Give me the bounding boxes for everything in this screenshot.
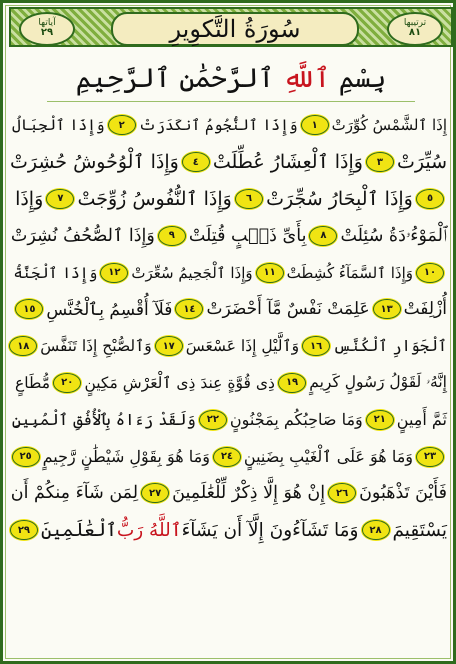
ayah-number-marker: ١٦ bbox=[302, 336, 330, 356]
verse-text-fragment: وَإِذَا ٱلْبِحَارُ سُجِّرَتْ bbox=[266, 187, 413, 210]
ayah-number-marker: ٢٣ bbox=[416, 447, 444, 467]
verse-text-fragment: فَأَيْنَ تَذْهَبُونَ bbox=[359, 483, 447, 504]
verse-text-fragment: وَإِذَا ٱلنُّفُوسُ زُوِّجَتْ bbox=[77, 187, 232, 210]
basmala-part-1: بِسْمِ bbox=[330, 62, 387, 94]
verse-line bbox=[9, 328, 453, 365]
ayah-number-marker: ١٧ bbox=[155, 336, 183, 356]
surah-order-label: ترتيبها bbox=[403, 18, 427, 29]
ayah-number-marker: ٩ bbox=[158, 226, 186, 246]
ayah-count-value: ٢٩ bbox=[40, 27, 54, 39]
verse-text-fragment: ٱلْعَٰلَمِينَ bbox=[40, 519, 117, 541]
verse-text-fragment: أُزْلِفَتْ bbox=[403, 299, 447, 320]
verse-text-fragment: وَإِذَا ٱلْوُحُوشُ حُشِرَتْ bbox=[9, 151, 179, 174]
ayah-number-marker: ٢٠ bbox=[53, 373, 81, 393]
ayah-number-marker: ٢٥ bbox=[12, 447, 40, 467]
verse-text-fragment: يَسْتَقِيمَ bbox=[392, 519, 447, 541]
ayah-number-marker: ١٨ bbox=[9, 336, 37, 356]
verse-text-fragment: وَٱلصُّبْحِ إِذَا تَنَفَّسَ bbox=[40, 337, 152, 356]
basmala-divider bbox=[47, 101, 415, 102]
verse-text-fragment: سُيِّرَتْ bbox=[396, 151, 447, 174]
verse-line bbox=[9, 291, 453, 328]
verse-text-fragment: وَمَا تَشَآءُونَ إِلَّآ أَن يَشَآءَ bbox=[181, 519, 359, 541]
verse-text-fragment: ثَمَّ أَمِينٍ bbox=[396, 410, 447, 430]
verse-text-fragment: بِأَىِّ ذَنۢبٍ قُتِلَتْ bbox=[188, 225, 307, 246]
verse-text-fragment: إِنَّهُۥ لَقَوْلُ رَسُولٍ كَرِيمٍ bbox=[309, 373, 447, 392]
basmala-part-2: ٱلرَّحْمَٰنِ ٱلرَّحِيمِ bbox=[75, 62, 283, 94]
verse-text-fragment: إِذَا ٱلشَّمْسُ كُوِّرَتْ bbox=[331, 116, 447, 135]
verse-text-fragment: وَإِذَا ٱلْجَحِيمُ سُعِّرَتْ bbox=[131, 263, 253, 282]
surah-order-value: ٨١ bbox=[408, 27, 422, 39]
ayah-number-marker: ٢٢ bbox=[199, 410, 227, 430]
verse-text-fragment: مُّطَاعٍ bbox=[15, 373, 51, 392]
verse-line bbox=[9, 144, 453, 181]
ayah-number-marker: ١٤ bbox=[175, 299, 203, 319]
verse-text-fragment: وَإِذَا bbox=[15, 187, 44, 210]
ayah-number-marker: ١ bbox=[301, 115, 329, 135]
basmala bbox=[43, 55, 419, 101]
verse-line bbox=[9, 512, 453, 549]
verse-text-fragment: وَإِذَا ٱلسَّمَآءُ كُشِطَتْ bbox=[286, 263, 413, 282]
verse-text-fragment: وَلَقَدْ رَءَاهُ بِٱلْأُفُقِ ٱلْمُبِينِ bbox=[11, 410, 196, 430]
verse-text-fragment: إِنْ هُوَ إِلَّا ذِكْرٌ لِّلْعَٰلَمِينَ bbox=[172, 483, 326, 504]
ayah-number-marker: ٢٩ bbox=[10, 520, 38, 540]
verse-text-fragment: وَمَا هُوَ عَلَى ٱلْغَيْبِ بِضَنِينٍ bbox=[243, 447, 413, 467]
ayah-number-marker: ١٥ bbox=[15, 299, 43, 319]
verse-line bbox=[9, 217, 453, 254]
verse-text-fragment: ٱلْمَوْءُۥدَةُ سُئِلَتْ bbox=[340, 225, 447, 246]
verse-text-fragment: وَإِذَا ٱلْعِشَارُ عُطِّلَتْ bbox=[212, 151, 363, 174]
ayah-number-marker: ١٠ bbox=[416, 263, 444, 283]
surah-title-box bbox=[111, 12, 359, 46]
basmala-allah: ٱللَّهِ bbox=[282, 62, 331, 94]
ayah-number-marker: ١٢ bbox=[100, 263, 128, 283]
ayah-number-marker: ٦ bbox=[235, 189, 263, 209]
verse-text-fragment: ٱلْجَوَارِ ٱلْكُنَّسِ bbox=[333, 337, 447, 356]
ayah-number-marker: ١٣ bbox=[373, 299, 401, 319]
verse-text-fragment: فَلَآ أُقْسِمُ بِٱلْخُنَّسِ bbox=[46, 299, 173, 320]
ayah-number-marker: ٨ bbox=[309, 226, 337, 246]
verse-text-fragment: وَمَا هُوَ بِقَوْلِ شَيْطَٰنٍ رَّجِيمٍ bbox=[42, 447, 210, 467]
ayah-number-marker: ٢١ bbox=[366, 410, 394, 430]
ayah-number-marker: ٣ bbox=[366, 152, 394, 172]
verse-line bbox=[9, 475, 453, 512]
verse-line bbox=[9, 107, 453, 144]
verse-line bbox=[9, 365, 453, 402]
ayah-number-marker: ٥ bbox=[416, 189, 444, 209]
verse-text-fragment: وَإِذَا ٱلنُّجُومُ ٱنكَدَرَتْ bbox=[138, 116, 298, 135]
surah-header-frame bbox=[9, 7, 453, 47]
ayah-number-marker: ٢ bbox=[108, 115, 136, 135]
surah-title: سُورَةُ التَّكوِيرِ bbox=[169, 15, 301, 43]
ayah-number-marker: ٢٨ bbox=[362, 520, 390, 540]
ayah-number-marker: ٢٧ bbox=[141, 483, 169, 503]
ayah-number-marker: ٤ bbox=[182, 152, 210, 172]
verse-text-fragment: وَإِذَا ٱلْجَنَّةُ bbox=[13, 263, 98, 282]
verse-text-fragment: ذِى قُوَّةٍ عِندَ ذِى ٱلْعَرْشِ مَكِينٍ bbox=[84, 373, 275, 392]
verse-text-fragment: وَإِذَا ٱلْجِبَالُ bbox=[12, 116, 105, 135]
divine-name-fragment: ٱللَّهُ رَبُّ bbox=[116, 519, 182, 541]
verse-text-fragment: وَمَا صَاحِبُكُم بِمَجْنُونٍ bbox=[229, 410, 363, 430]
ayah-number-marker: ١٩ bbox=[278, 373, 306, 393]
ayah-count-label: آياتها bbox=[38, 18, 56, 29]
basmala-text bbox=[76, 63, 387, 94]
verse-lines bbox=[9, 107, 453, 661]
verse-text-fragment: وَٱلَّيْلِ إِذَا عَسْعَسَ bbox=[185, 337, 300, 356]
verse-line bbox=[9, 438, 453, 475]
surah-order-medallion bbox=[387, 12, 443, 46]
ayah-number-marker: ١١ bbox=[256, 263, 284, 283]
ayah-count-medallion bbox=[19, 12, 75, 46]
verse-text-fragment: لِمَن شَآءَ مِنكُمْ أَن bbox=[10, 483, 139, 504]
verse-text-fragment: وَإِذَا ٱلصُّحُفُ نُشِرَتْ bbox=[10, 225, 155, 246]
ayah-number-marker: ٢٤ bbox=[213, 447, 241, 467]
ayah-number-marker: ٧ bbox=[46, 189, 74, 209]
verse-line bbox=[9, 181, 453, 218]
ayah-number-marker: ٢٦ bbox=[328, 483, 356, 503]
verse-line bbox=[9, 401, 453, 438]
verse-line bbox=[9, 254, 453, 291]
verse-text-fragment: عَلِمَتْ نَفْسٌ مَّآ أَحْضَرَتْ bbox=[206, 299, 370, 320]
